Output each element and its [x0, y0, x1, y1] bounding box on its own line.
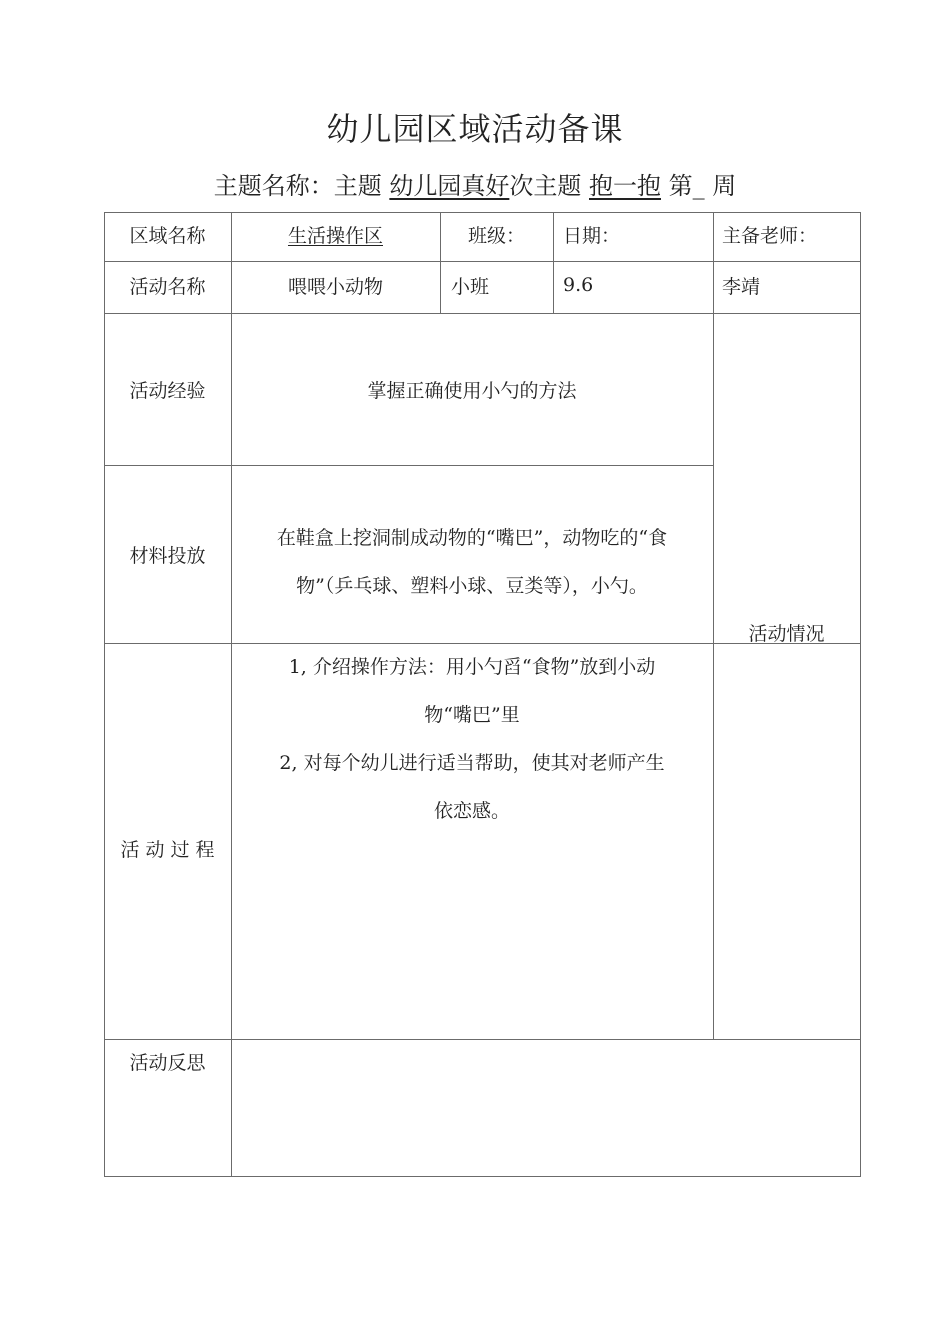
process-label: 活 动 过 程	[120, 839, 215, 861]
date-value: 9.6	[563, 274, 594, 296]
materials-line: 物”（乒乓球、塑料小球、豆类等），小勺。	[296, 575, 648, 597]
process-line: 物“嘴巴”里	[424, 704, 520, 726]
process-text	[231, 643, 713, 835]
table-border-bottom	[104, 1176, 861, 1177]
table-rule	[104, 261, 861, 262]
process-line: 1, 介绍操作方法：用小勺舀“食物”放到小动	[288, 656, 656, 678]
table-rule	[104, 313, 861, 314]
activity-name-value: 喂喂小动物	[287, 276, 383, 298]
materials-label: 材料投放	[129, 545, 206, 567]
area-value: 生活操作区	[287, 225, 383, 247]
reflection-content[interactable]	[232, 1040, 860, 1176]
table-border-right	[860, 212, 861, 1177]
materials-text	[231, 514, 713, 610]
theme-name: 幼儿园真好	[389, 172, 510, 200]
process-line: 2, 对每个幼儿进行适当帮助，使其对老师产生	[279, 752, 665, 774]
class-label: 班级：	[467, 225, 525, 247]
page-title: 幼儿园区域活动备课	[326, 110, 624, 148]
table-col-rule	[553, 212, 554, 314]
theme-prefix: 主题名称：主题	[213, 172, 390, 200]
activity-name-label: 活动名称	[129, 276, 206, 298]
subtheme-name: 抱一抱	[589, 172, 661, 200]
date-label: 日期：	[563, 225, 621, 247]
class-value: 小班	[451, 276, 490, 298]
teacher-label: 主备老师：	[722, 225, 818, 247]
situation-label: 活动情况	[748, 623, 825, 645]
table-border-top	[104, 212, 861, 213]
subtheme-label: 次主题	[509, 172, 589, 200]
teacher-value: 李靖	[722, 276, 761, 298]
materials-line: 在鞋盒上挖洞制成动物的“嘴巴”，动物吃的“食	[276, 527, 668, 549]
week-label: 第_ 周	[661, 172, 737, 200]
experience-label: 活动经验	[129, 380, 206, 402]
reflection-label: 活动反思	[129, 1052, 206, 1074]
table-rule	[104, 465, 713, 466]
area-label: 区域名称	[129, 225, 206, 247]
table-border-left	[104, 212, 105, 1177]
experience-value: 掌握正确使用小勺的方法	[367, 380, 577, 402]
process-line: 依恋感。	[433, 800, 510, 822]
